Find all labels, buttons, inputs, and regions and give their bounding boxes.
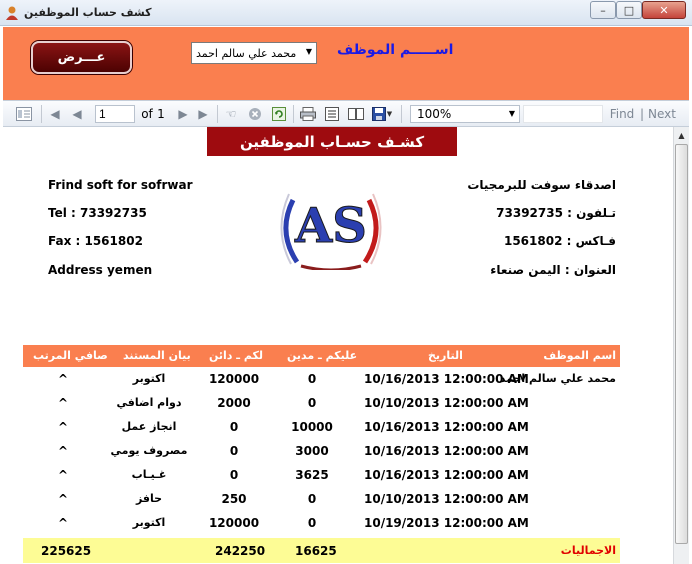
scroll-thumb[interactable]: [675, 144, 688, 544]
transactions-table: [23, 345, 620, 563]
previous-page-icon[interactable]: ◀: [72, 107, 82, 121]
table-row: [23, 367, 620, 391]
employee-select-value: محمد علي سالم احمد: [196, 46, 297, 60]
col-statement: بيان المستند: [123, 349, 191, 362]
maximize-button[interactable]: □: [616, 1, 642, 19]
company-name-ar: اصدقاء سوفت للبرمجيات: [467, 178, 616, 192]
zoom-value: 100%: [417, 107, 452, 121]
chevron-down-icon: ▼: [508, 109, 515, 118]
logo-text: AS: [295, 198, 367, 254]
cell-statement: دوام اضافي: [116, 396, 182, 409]
cell-debit: 10000: [291, 420, 333, 434]
cell-statement: غـيـاب: [131, 468, 167, 481]
cell-net: ^: [58, 396, 69, 410]
vertical-scrollbar[interactable]: [673, 127, 689, 564]
table-row: [23, 487, 620, 511]
cell-statement: اكتوبر: [132, 516, 166, 529]
report-toolbar: [3, 100, 689, 127]
filter-panel: [3, 27, 689, 100]
document-map-icon[interactable]: [13, 105, 35, 123]
cell-date: 10/19/2013 12:00:00 AM: [364, 516, 529, 530]
app-icon: [4, 5, 20, 21]
close-button[interactable]: ✕: [642, 1, 686, 19]
table-row: [23, 463, 620, 487]
cell-net: ^: [58, 420, 69, 434]
cell-credit: 2000: [217, 396, 251, 410]
cell-credit: 0: [229, 444, 239, 458]
employee-select[interactable]: [191, 42, 317, 64]
col-net: صافي المرتب: [33, 349, 108, 362]
next-page-icon[interactable]: ▶: [178, 107, 188, 121]
page-number-input[interactable]: [95, 105, 135, 123]
company-logo: [275, 182, 387, 270]
stop-icon[interactable]: [247, 105, 263, 123]
cell-date: 10/16/2013 12:00:00 AM: [364, 372, 529, 386]
cell-net: ^: [58, 492, 69, 506]
cell-date: 10/16/2013 12:00:00 AM: [364, 468, 529, 482]
cell-statement: مصروف يومي: [110, 444, 188, 457]
cell-credit: 0: [229, 420, 239, 434]
totals-credit: 242250: [215, 544, 266, 558]
cell-statement: انجاز عمل: [121, 420, 177, 433]
find-input[interactable]: [523, 105, 603, 123]
title-bar: [0, 0, 692, 26]
col-employee: اسم الموظف: [543, 349, 616, 362]
totals-net: 225625: [41, 544, 92, 558]
company-name-en: Frind soft for sofrwar: [48, 178, 193, 192]
col-date: التاريخ: [428, 349, 463, 362]
totals-label: الاجماليات: [560, 544, 616, 557]
cell-credit: 0: [229, 468, 239, 482]
totals-row: [23, 538, 620, 563]
back-icon[interactable]: ☜: [225, 107, 237, 121]
table-row: [23, 415, 620, 439]
cell-debit: 0: [307, 396, 317, 410]
cell-date: 10/16/2013 12:00:00 AM: [364, 420, 529, 434]
company-tel-ar: تـلفون : 73392735: [496, 206, 616, 220]
cell-net: ^: [58, 516, 69, 530]
report-viewer: [3, 127, 673, 564]
window-controls: [590, 1, 686, 19]
last-page-icon[interactable]: ▶​: [198, 107, 208, 121]
first-page-icon[interactable]: ◀​: [50, 107, 60, 121]
table-header: [23, 345, 620, 367]
company-tel-en: Tel : 73392735: [48, 206, 147, 220]
cell-debit: 0: [307, 372, 317, 386]
scroll-up-icon[interactable]: ▲: [678, 130, 685, 140]
cell-debit: 0: [307, 492, 317, 506]
cell-debit: 0: [307, 516, 317, 530]
of-label: of: [141, 107, 153, 121]
window-title: كشف حساب الموظفين: [24, 6, 152, 19]
cell-credit: 120000: [208, 372, 260, 386]
cell-debit: 3000: [295, 444, 329, 458]
employee-label: اســـــم الموظف: [337, 42, 454, 58]
page-count: 1: [157, 107, 165, 121]
report-title: كشـف حسـاب الموظفين: [207, 127, 457, 156]
cell-credit: 250: [221, 492, 247, 506]
cell-statement: اكتوبر: [132, 372, 166, 385]
col-credit: لكم ـ دائن: [209, 349, 264, 362]
chevron-down-icon: ▼: [305, 47, 312, 56]
toolbar-separator: |: [639, 107, 645, 121]
cell-date: 10/10/2013 12:00:00 AM: [364, 396, 529, 410]
totals-debit: 16625: [295, 544, 337, 558]
company-fax-en: Fax : 1561802: [48, 234, 143, 248]
table-row: [23, 439, 620, 463]
company-address-ar: العنوان : اليمن صنعاء: [490, 263, 616, 277]
refresh-icon[interactable]: [271, 105, 287, 123]
cell-debit: 3625: [295, 468, 329, 482]
show-button[interactable]: عـــرض: [31, 41, 132, 74]
minimize-button[interactable]: –: [590, 1, 616, 19]
print-icon[interactable]: [299, 105, 317, 123]
company-address-en: Address yemen: [48, 263, 153, 277]
cell-net: ^: [58, 468, 69, 482]
find-button[interactable]: Find: [609, 107, 635, 121]
cell-credit: 120000: [208, 516, 260, 530]
page-setup-icon[interactable]: [347, 105, 365, 123]
table-row: [23, 391, 620, 415]
company-fax-ar: فـاكس : 1561802: [503, 234, 616, 248]
cell-employee: محمد علي سالم احمد: [499, 372, 616, 385]
cell-net: ^: [58, 372, 69, 386]
print-layout-icon[interactable]: [323, 105, 341, 123]
cell-net: ^: [58, 444, 69, 458]
table-body: [23, 367, 620, 535]
next-button[interactable]: Next: [648, 107, 676, 121]
export-icon[interactable]: ▼: [371, 105, 393, 123]
zoom-select[interactable]: [410, 105, 520, 123]
cell-date: 10/16/2013 12:00:00 AM: [364, 444, 529, 458]
table-row: [23, 511, 620, 535]
cell-date: 10/10/2013 12:00:00 AM: [364, 492, 529, 506]
col-debit: عليكم ـ مدين: [287, 349, 358, 362]
cell-statement: حافز: [135, 492, 163, 505]
